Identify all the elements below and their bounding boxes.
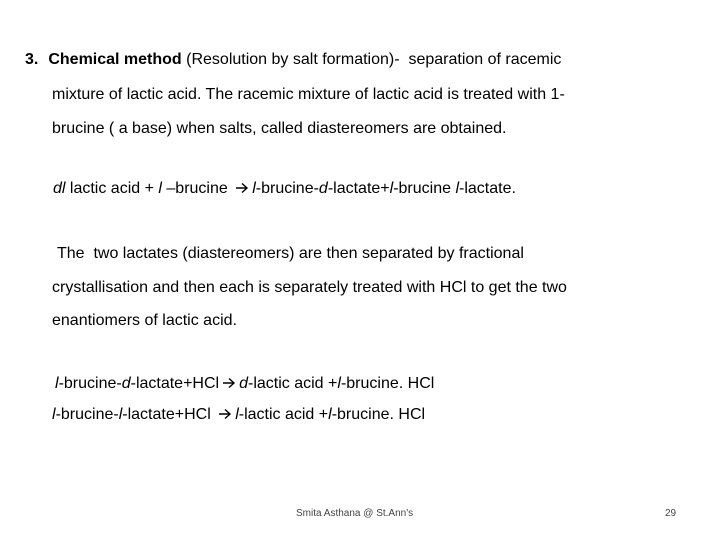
item-line-1 xyxy=(25,50,561,70)
item-number: 3. xyxy=(25,51,39,68)
item-line-3: brucine ( a base) when salts, called diastereomers are obtained. xyxy=(52,120,507,137)
right-arrow-icon xyxy=(218,408,232,420)
item-line-1-text: (Resolution by salt formation)- separation of racemic xyxy=(181,51,562,68)
right-arrow-icon xyxy=(222,377,236,389)
reaction-1: dl lactic acid + l –brucine l-brucine-d-lactate+l-brucine l-lactate. xyxy=(53,180,516,197)
footer-credit: Smita Asthana @ St.Ann's xyxy=(296,508,414,519)
page-number: 29 xyxy=(665,508,677,519)
reaction-2: l-brucine-d-lactate+HCl d-lactic acid +l-brucine. HCl xyxy=(55,375,435,392)
para-2-line-3: enantiomers of lactic acid. xyxy=(52,312,237,329)
item-heading: Chemical method xyxy=(48,51,182,68)
item-line-2: mixture of lactic acid. The racemic mixture of lactic acid is treated with 1- xyxy=(52,86,565,103)
para-2-line-1: The two lactates (diastereomers) are then separated by fractional xyxy=(57,245,524,262)
right-arrow-icon xyxy=(235,182,249,194)
para-2-line-2: crystallisation and then each is separately treated with HCl to get the two xyxy=(52,279,567,296)
reaction-3: l-brucine-l-lactate+HCl l-lactic acid +l-brucine. HCl xyxy=(52,406,426,423)
